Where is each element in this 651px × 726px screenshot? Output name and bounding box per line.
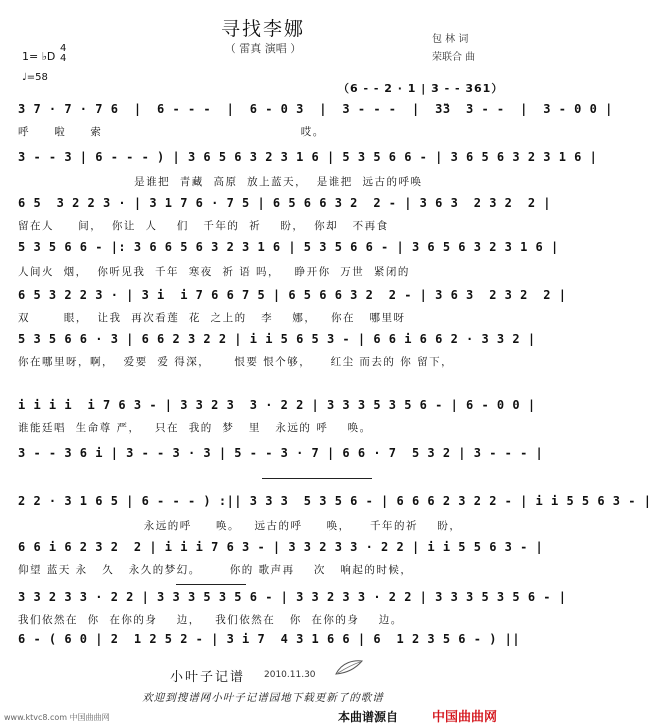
- notation-line: 5 3 5 6 6 - |: 3 6 6 5 6 3 2 3 1 6 | 5 3 5 6 6 - | 3 6 5 6 3 2 3 1 6 |: [18, 240, 559, 254]
- volta-bracket-2: [176, 584, 246, 585]
- prelude-phrase: （6 - - 2 · 1 | 3 - - 361）: [338, 82, 504, 95]
- notation-line: 3 7 · 7 · 7 6 | 6 - - - | 6 - 0 3 | 3 - - - | 3̈3 3 - - | 3 - 0 0 |: [18, 102, 613, 116]
- notation-line: 6 5 3 2 2 3 · | 3 i i 7 6 6 7 5 | 6 5 6 6 3 2 2 - | 3 6 3 2 3 2 2 |: [18, 288, 567, 302]
- notation-line: 5 3 5 6 6 · 3 | 6 6 2 3 2 2 | i i 5 6 5 3 - | 6 6 i 6 6 2 · 3 3 2 |: [18, 332, 536, 346]
- notation-line: 6 - ( 6 0 | 2 1 2 5 2 - | 3 i 7 4 3 1 6 6 | 6 1 2 3 5 6 - ) ||: [18, 632, 521, 646]
- lyric-line: 谁能廷唱 生命尊 严， 只在 我的 梦 里 永远的 呼 唤。: [18, 422, 372, 434]
- lyric-line: 呼 啦 索 哎。: [18, 126, 325, 138]
- lyric-line: 永远的呼 唤。 远古的呼 唤， 千年的祈 盼，: [18, 520, 462, 532]
- notation-line: 6 5 3 2 2 3 · | 3 1 7 6 · 7 5 | 6 5 6 6 3 2 2 - | 3 6 3 2 3 2 2 |: [18, 196, 551, 210]
- site-brand-logo[interactable]: 中国曲曲网: [432, 710, 498, 725]
- lyric-line: 仰望 蓝天 永 久 永久的梦幻。 你的 歌声再 次 响起的时候，: [18, 564, 413, 576]
- key-signature: 1= ♭D: [22, 50, 56, 63]
- notation-line: 3 3 2 3 3 · 2 2 | 3 3 3 5 3 5 6 - | 3 3 2 3 3 · 2 2 | 3 3 3 5 3 5 6 - |: [18, 590, 567, 604]
- time-signature: [60, 44, 66, 64]
- lyric-line: 你在哪里呀，啊， 爱要 爱 得深， 恨要 恨个够， 红尘 而去的 你 留下，: [18, 356, 454, 368]
- leaf-icon: [334, 658, 364, 676]
- lyric-line: 是谁把 青藏 高原 放上蓝天， 是谁把 远古的呼唤: [18, 176, 423, 188]
- singer-subtitle: （ 雷真 演唱 ）: [224, 42, 302, 55]
- lyric-line: 留在人 间， 你让 人 们 千年的 祈 盼， 你却 不再食: [18, 220, 389, 232]
- composer-credit: 荣联合 曲: [432, 52, 476, 63]
- lyric-line: 人间火 烟， 你听见我 千年 寒夜 祈 语 吗， 睁开你 万世 紧闭的: [18, 266, 410, 278]
- lyric-line: 双 眼， 让我 再次看莲 花 之上的 李 娜， 你在 哪里呀: [18, 312, 406, 324]
- transcription-date: 2010.11.30: [264, 670, 316, 680]
- notation-line: i i i i i 7 6 3 - | 3 3 2 3 3 · 2 2 | 3 3 3 5 3 5 6 - | 6 - 0 0 |: [18, 398, 536, 412]
- lyricist-credit: 包 林 词: [432, 34, 469, 45]
- website-watermark[interactable]: www.ktvc8.com 中国曲曲网: [4, 713, 110, 722]
- notation-line: 6 6 i 6 2 3 2 2 | i i i 7 6 3 - | 3 3 2 3 3 · 2 2 | i i 5 5 6 3 - |: [18, 540, 544, 554]
- song-title: 寻找李娜: [220, 18, 305, 40]
- volta-bracket-1: [262, 478, 372, 479]
- lyric-line: 我们依然在 你 在你的身 边， 我们依然在 你 在你的身 边。: [18, 614, 403, 626]
- notation-line: 3 - - 3 | 6 - - - ) | 3 6 5 6 3 2 3 1 6 | 5 3 5 6 6 - | 3 6 5 6 3 2 3 1 6 |: [18, 150, 598, 164]
- source-label: 本曲谱源自: [338, 710, 399, 724]
- notation-line: 3 - - 3 6 i | 3 - - 3 · 3 | 5 - - 3 · 7 | 6 6 · 7 5 3 2 | 3 - - - |: [18, 446, 544, 460]
- notation-line: 2 2 · 3 1 6 5 | 6 - - - ) :|| 3 3 3 5 3 5 6 - | 6 6 6 2 3 2 2 - | i i 5 5 6 3 - |: [18, 494, 651, 508]
- transcriber-signature: 小叶子记谱: [170, 670, 246, 685]
- meter-bottom: 4: [60, 53, 67, 64]
- meter-top: 4: [60, 43, 67, 54]
- welcome-message: 欢迎到搜谱网小叶子记谱园地下载更新了的歌谱: [142, 692, 384, 704]
- tempo-marking: ♩=58: [22, 72, 48, 83]
